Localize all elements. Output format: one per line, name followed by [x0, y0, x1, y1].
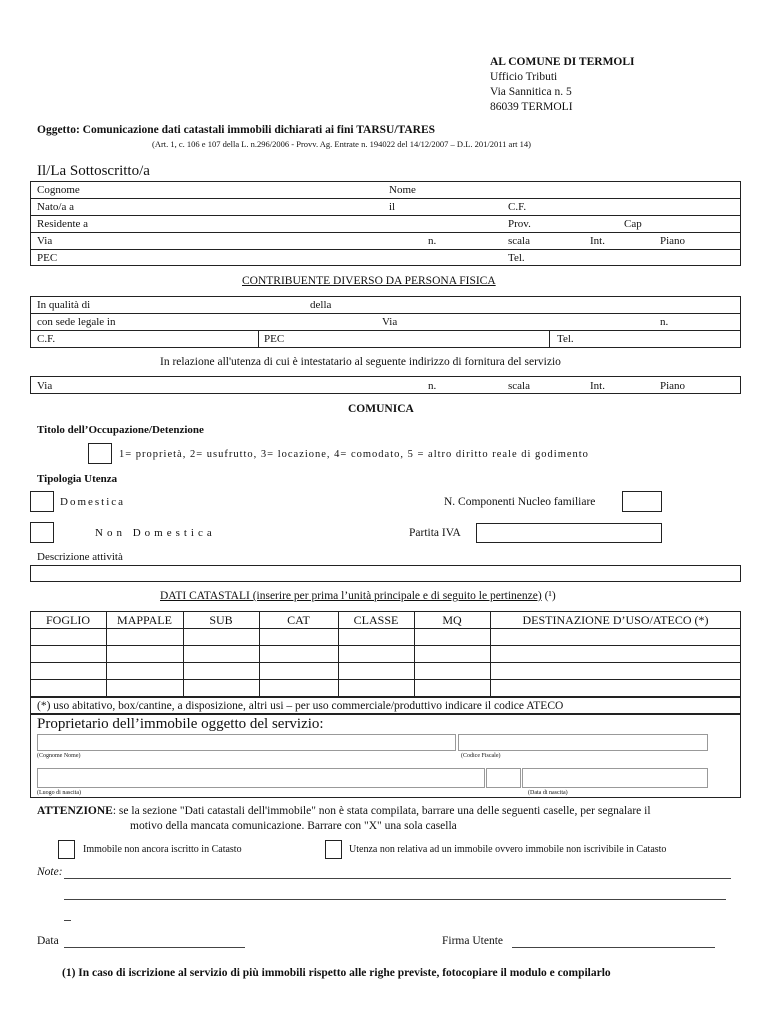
col-divider — [258, 330, 259, 348]
subject-title: Oggetto: Comunicazione dati catastali immobili dichiarati ai fini TARSU/TARES — [37, 124, 436, 136]
option-non-iscritto-checkbox[interactable] — [58, 840, 75, 859]
label-contribuente-cf: C.F. — [37, 333, 56, 345]
luogo-nascita-field-extra[interactable] — [486, 768, 521, 788]
label-scala: scala — [508, 235, 530, 247]
domestica-label: Domestica — [60, 496, 126, 508]
col-cat: CAT — [287, 613, 310, 627]
titolo-options: 1= proprietà, 2= usufrutto, 3= locazione, 4= comodato, 5 = altro diritto reale di godimento — [119, 449, 589, 460]
recipient-block — [490, 55, 635, 115]
descrizione-field[interactable] — [30, 565, 741, 582]
partita-iva-label: Partita IVA — [409, 527, 461, 539]
catastali-footnote: (*) uso abitativo, box/cantine, a disposizione, altri usi – per uso commerciale/produttivo indicare il codice ATECO — [37, 700, 564, 712]
label-n: n. — [428, 235, 437, 247]
fornitura-text: In relazione all'utenza di cui è intestatario al seguente indirizzo di fornitura del servizio — [160, 356, 561, 368]
col-divider — [549, 330, 550, 348]
contribuente-heading: CONTRIBUENTE DIVERSO DA PERSONA FISICA — [242, 275, 496, 287]
partita-iva-field[interactable] — [476, 523, 662, 543]
componenti-field[interactable] — [622, 491, 662, 512]
subject-ref: (Art. 1, c. 106 e 107 della L. n.296/2006 - Provv. Ag. Entrate n. 194022 del 14/12/2007 – D.L. 201/2011 art 14) — [152, 139, 531, 149]
row-divider — [30, 645, 741, 646]
label-nome: Nome — [389, 184, 416, 196]
option-non-iscritto-label: Immobile non ancora iscritto in Catasto — [83, 844, 242, 855]
label-sede-via: Via — [382, 316, 398, 328]
recipient-line4: 86039 TERMOLI — [490, 101, 573, 113]
label-piano: Piano — [660, 235, 686, 247]
label-fornitura-int: Int. — [590, 380, 605, 392]
domestica-checkbox[interactable] — [30, 491, 54, 512]
label-residente: Residente a — [37, 218, 89, 230]
row-divider — [30, 249, 741, 250]
note-label: Note: — [37, 866, 63, 878]
label-sede-n: n. — [660, 316, 669, 328]
col-foglio: FOGLIO — [46, 613, 90, 627]
fornitura-box — [30, 376, 741, 394]
data-nascita-caption: (Data di nascita) — [528, 790, 568, 796]
option-non-iscrivibile-label: Utenza non relativa ad un immobile ovvero immobile non iscrivibile in Catasto — [349, 844, 667, 855]
label-cap: Cap — [624, 218, 642, 230]
col-destinazione: DESTINAZIONE D’USO/ATECO (*) — [522, 613, 709, 627]
col-classe: CLASSE — [353, 613, 399, 627]
attenzione-line1 — [37, 805, 651, 817]
label-int: Int. — [590, 235, 605, 247]
titolo-checkbox[interactable] — [88, 443, 112, 464]
recipient-line3: Via Sannitica n. 5 — [490, 86, 572, 98]
non-domestica-checkbox[interactable] — [30, 522, 54, 543]
label-della: della — [310, 299, 332, 311]
col-sub: SUB — [209, 613, 233, 627]
data-line[interactable] — [64, 947, 245, 948]
non-domestica-label: Non Domestica — [95, 527, 216, 539]
recipient-line1: AL COMUNE DI TERMOLI — [490, 56, 635, 68]
label-nato: Nato/a a — [37, 201, 74, 213]
catastali-heading: DATI CATASTALI (inserire per prima l’unità principale e di seguito le pertinenze) — [160, 590, 542, 602]
label-cognome: Cognome — [37, 184, 80, 196]
note-line-2[interactable] — [64, 899, 726, 900]
codice-fiscale-field[interactable] — [458, 734, 708, 751]
note-line-1[interactable] — [64, 878, 731, 879]
row-divider — [30, 330, 741, 331]
label-fornitura-n: n. — [428, 380, 437, 392]
comunica-heading: COMUNICA — [348, 403, 414, 415]
data-nascita-field[interactable] — [522, 768, 708, 788]
label-pec: PEC — [37, 252, 58, 264]
cognome-nome-field[interactable] — [37, 734, 456, 751]
label-sede: con sede legale in — [37, 316, 116, 328]
label-cf: C.F. — [508, 201, 527, 213]
label-il: il — [389, 201, 396, 213]
attenzione-text: : se la sezione "Dati catastali dell'immobile" non è stata compilata, barrare una delle seguenti caselle, per segnalare il — [112, 805, 651, 817]
label-fornitura-scala: scala — [508, 380, 530, 392]
option-non-iscrivibile-checkbox[interactable] — [325, 840, 342, 859]
label-tel: Tel. — [508, 252, 525, 264]
label-fornitura-piano: Piano — [660, 380, 686, 392]
label-via: Via — [37, 235, 53, 247]
catastali-heading-wrap — [160, 590, 556, 602]
signatory-heading: Il/La Sottoscritto/a — [37, 163, 150, 179]
titolo-occupazione: Titolo dell’Occupazione/Detenzione — [37, 424, 204, 436]
proprietario-heading: Proprietario dell’immobile oggetto del servizio: — [37, 716, 324, 732]
col-mq: MQ — [442, 613, 462, 627]
attenzione-label: ATTENZIONE — [37, 805, 113, 817]
row-divider — [30, 232, 741, 233]
col-mappale: MAPPALE — [117, 613, 172, 627]
componenti-label: N. Componenti Nucleo familiare — [444, 496, 596, 508]
label-qualita: In qualità di — [37, 299, 91, 311]
row-divider — [30, 662, 741, 663]
row-divider — [30, 215, 741, 216]
row-divider — [30, 313, 741, 314]
label-prov: Prov. — [508, 218, 531, 230]
label-contribuente-pec: PEC — [264, 333, 285, 345]
catastali-note-ref: (¹) — [544, 590, 556, 602]
luogo-nascita-caption: (Luogo di nascita) — [37, 790, 81, 796]
data-label: Data — [37, 935, 59, 947]
note-line-3[interactable] — [64, 920, 71, 921]
recipient-line2: Ufficio Tributi — [490, 71, 558, 83]
codice-fiscale-caption: (Codice Fiscale) — [461, 753, 501, 759]
label-fornitura-via: Via — [37, 380, 53, 392]
cognome-nome-caption: (Cognome Nome) — [37, 753, 81, 759]
row-divider — [30, 628, 741, 629]
tipologia-utenza: Tipologia Utenza — [37, 473, 118, 485]
descrizione-label: Descrizione attività — [37, 551, 123, 563]
luogo-nascita-field[interactable] — [37, 768, 485, 788]
firma-line[interactable] — [512, 947, 715, 948]
attenzione-line2: motivo della mancata comunicazione. Barrare con "X" una sola casella — [130, 820, 457, 832]
final-note: (1) In caso di iscrizione al servizio di più immobili rispetto alle righe previste, fotocopiare il modulo e compilarlo — [62, 967, 611, 979]
firma-label: Firma Utente — [442, 935, 503, 947]
row-divider — [30, 198, 741, 199]
row-divider — [30, 679, 741, 680]
label-contribuente-tel: Tel. — [557, 333, 574, 345]
